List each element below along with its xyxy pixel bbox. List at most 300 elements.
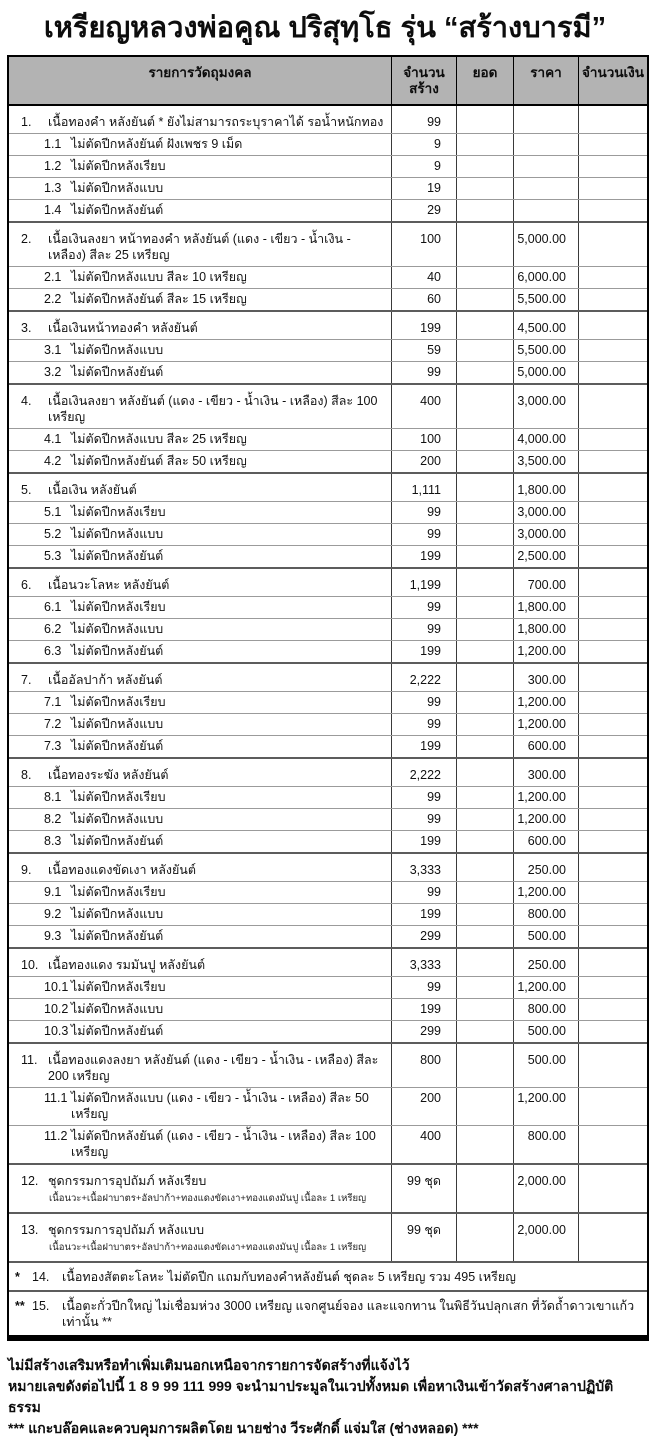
total-cell <box>457 854 514 881</box>
row-number: 7.2 <box>44 717 62 731</box>
row-number: 12. <box>21 1174 39 1188</box>
total-cell <box>457 1044 514 1087</box>
item-label: เนื้อทองแดงลงยา หลังยันต์ (แดง - เขียว - น้ำเงิน - เหลือง) สีละ 200 เหรียญ <box>48 1053 379 1083</box>
table-row <box>9 450 647 472</box>
total-cell <box>457 926 514 947</box>
amount-cell <box>579 429 647 450</box>
row-number: 6. <box>21 578 32 592</box>
amount-cell <box>579 787 647 808</box>
item-label: เนื้ออัลปาก้า หลังยันต์ <box>48 673 163 687</box>
table-row <box>9 925 647 947</box>
amount-cell <box>579 474 647 501</box>
amount-cell <box>579 949 647 976</box>
amount-cell <box>579 451 647 472</box>
item-label: ไม่ตัดปีกหลังแบบ <box>71 812 164 826</box>
item-cell <box>9 524 392 545</box>
item-cell <box>9 787 392 808</box>
item-label: ไม่ตัดปีกหลังแบบ <box>71 622 164 636</box>
row-number: 3.1 <box>44 343 62 357</box>
item-label: เนื้อทองแดงขัดเงา หลังยันต์ <box>48 863 196 877</box>
table-row <box>9 662 647 691</box>
row-number: 6.1 <box>44 600 62 614</box>
table-row <box>9 310 647 339</box>
price-cell: 800.00 <box>514 1126 579 1163</box>
row-number: 8.3 <box>44 834 62 848</box>
item-cell <box>9 474 392 501</box>
row-number: 6.3 <box>44 644 62 658</box>
price-cell: 1,800.00 <box>514 474 579 501</box>
item-label: ไม่ตัดปีกหลังยันต์ ฝังเพชร 9 เม็ด <box>71 137 243 151</box>
row-number: 11. <box>21 1053 38 1067</box>
table-row <box>9 903 647 925</box>
column-header-total: ยอด <box>457 57 514 104</box>
row-number: 2.1 <box>44 270 62 284</box>
quantity-cell: 100 <box>392 429 457 450</box>
price-cell: 1,200.00 <box>514 882 579 903</box>
amount-cell <box>579 692 647 713</box>
item-cell <box>9 736 392 757</box>
total-cell <box>457 692 514 713</box>
item-cell <box>9 714 392 735</box>
total-cell <box>457 809 514 830</box>
amount-cell <box>579 569 647 596</box>
table-row <box>9 596 647 618</box>
item-label: เนื้อนวะโลหะ หลังยันต์ <box>48 578 170 592</box>
item-cell <box>9 1044 392 1087</box>
item-cell <box>9 200 392 221</box>
item-cell <box>9 999 392 1020</box>
quantity-cell: 199 <box>392 641 457 662</box>
row-number: 13. <box>21 1223 39 1237</box>
total-cell <box>457 904 514 925</box>
amount-cell <box>579 597 647 618</box>
item-cell <box>9 362 392 383</box>
item-cell <box>9 1292 647 1335</box>
table-row <box>9 501 647 523</box>
total-cell <box>457 106 514 133</box>
total-cell <box>457 134 514 155</box>
item-label: ไม่ตัดปีกหลังยันต์ สีละ 50 เหรียญ <box>71 454 247 468</box>
total-cell <box>457 429 514 450</box>
row-number: 1.2 <box>44 159 62 173</box>
amount-cell <box>579 882 647 903</box>
amount-cell <box>579 619 647 640</box>
table-row <box>9 221 647 266</box>
item-cell <box>9 809 392 830</box>
amount-cell <box>579 178 647 199</box>
total-cell <box>457 156 514 177</box>
item-label: ไม่ตัดปีกหลังเรียบ <box>71 600 166 614</box>
item-cell <box>9 641 392 662</box>
table-row <box>9 808 647 830</box>
price-cell: 500.00 <box>514 1021 579 1042</box>
item-cell <box>9 597 392 618</box>
item-label: เนื้อเงิน หลังยันต์ <box>48 483 137 497</box>
item-cell <box>9 156 392 177</box>
quantity-cell: 99 <box>392 882 457 903</box>
item-cell <box>9 904 392 925</box>
price-cell <box>514 178 579 199</box>
item-cell <box>9 312 392 339</box>
price-cell: 4,000.00 <box>514 429 579 450</box>
quantity-cell: 60 <box>392 289 457 310</box>
column-header-amount: จำนวนเงิน <box>582 65 644 80</box>
table-row <box>9 567 647 596</box>
quantity-cell: 99 <box>392 597 457 618</box>
row-number: 8.1 <box>44 790 62 804</box>
amount-cell <box>579 134 647 155</box>
row-number: 3. <box>21 321 32 335</box>
total-cell <box>457 999 514 1020</box>
item-cell <box>9 429 392 450</box>
item-label: เนื้อเงินลงยา หน้าทองคำ หลังยันต์ (แดง - เขียว - น้ำเงิน - เหลือง) สีละ 25 เหรียญ <box>48 232 351 262</box>
quantity-cell: 40 <box>392 267 457 288</box>
amount-cell <box>579 977 647 998</box>
quantity-cell: 99 <box>392 714 457 735</box>
quantity-cell: 199 <box>392 904 457 925</box>
row-number: 9.3 <box>44 929 62 943</box>
row-number: 4.1 <box>44 432 62 446</box>
table-row <box>9 1042 647 1087</box>
amount-cell <box>579 200 647 221</box>
item-label: ไม่ตัดปีกหลังแบบ <box>71 181 164 195</box>
item-cell <box>9 267 392 288</box>
row-marker: * <box>15 1270 20 1284</box>
total-cell <box>457 474 514 501</box>
quantity-cell: 299 <box>392 1021 457 1042</box>
price-cell: 5,500.00 <box>514 289 579 310</box>
price-cell: 1,200.00 <box>514 692 579 713</box>
item-label: ไม่ตัดปีกหลังแบบ <box>71 343 164 357</box>
quantity-cell: 99 <box>392 106 457 133</box>
price-cell <box>514 200 579 221</box>
item-cell <box>9 692 392 713</box>
item-label: ไม่ตัดปีกหลังยันต์ สีละ 15 เหรียญ <box>71 292 247 306</box>
footer-note-line: ไม่มีสร้างเสริมหรือทำเพิ่มเติมนอกเหนือจากรายการจัดสร้างที่แจ้งไว้ <box>8 1357 410 1373</box>
quantity-cell: 99 <box>392 787 457 808</box>
quantity-cell: 299 <box>392 926 457 947</box>
total-cell <box>457 362 514 383</box>
row-marker: ** <box>15 1299 25 1313</box>
table-row <box>9 786 647 808</box>
amount-cell <box>579 106 647 133</box>
quantity-cell: 400 <box>392 1126 457 1163</box>
total-cell <box>457 664 514 691</box>
quantity-cell: 2,222 <box>392 664 457 691</box>
total-cell <box>457 977 514 998</box>
price-cell: 3,000.00 <box>514 524 579 545</box>
total-cell <box>457 451 514 472</box>
quantity-cell: 99 <box>392 502 457 523</box>
item-label: เนื้อตะกั่วปีกใหญ่ ไม่เชื่อมห่วง 3000 เหรียญ แจกศูนย์จอง และแจกทาน ในพิธีวันปลุกเสก ที่วัดถ้ำดาวเขาแก้ว เท่านั้น ** <box>62 1299 635 1329</box>
amount-cell <box>579 1126 647 1163</box>
price-cell: 1,200.00 <box>514 787 579 808</box>
price-table <box>7 55 649 1341</box>
row-number: 5.2 <box>44 527 62 541</box>
amount-cell <box>579 714 647 735</box>
amount-cell <box>579 385 647 428</box>
quantity-cell: 199 <box>392 999 457 1020</box>
footer-note-line: หมายเลขดังต่อไปนี้ 1 8 9 99 111 999 จะนำมาประมูลในเวปทั้งหมด เพื่อหาเงินเข้าวัดสร้างศาลาปฏิบัติธรรม <box>8 1378 614 1415</box>
amount-cell <box>579 502 647 523</box>
item-label: ไม่ตัดปีกหลังยันต์ <box>71 203 164 217</box>
price-cell: 1,200.00 <box>514 1088 579 1125</box>
item-label: ไม่ตัดปีกหลังยันต์ <box>71 1024 164 1038</box>
table-row <box>9 1125 647 1163</box>
total-cell <box>457 1126 514 1163</box>
quantity-cell: 3,333 <box>392 854 457 881</box>
item-cell <box>9 546 392 567</box>
item-label: ไม่ตัดปีกหลังยันต์ <box>71 365 164 379</box>
table-row <box>9 976 647 998</box>
amount-cell <box>579 854 647 881</box>
total-cell <box>457 546 514 567</box>
table-row <box>9 545 647 567</box>
item-cell <box>9 619 392 640</box>
item-label: ไม่ตัดปีกหลังเรียบ <box>71 980 166 994</box>
item-cell <box>9 134 392 155</box>
table-row <box>9 757 647 786</box>
total-cell <box>457 1214 514 1261</box>
total-cell <box>457 597 514 618</box>
item-cell <box>9 502 392 523</box>
table-row <box>9 713 647 735</box>
row-number: 9.2 <box>44 907 62 921</box>
price-cell <box>514 134 579 155</box>
item-label: ไม่ตัดปีกหลังแบบ <box>71 527 164 541</box>
table-row <box>9 177 647 199</box>
table-row <box>9 947 647 976</box>
quantity-cell: 199 <box>392 831 457 852</box>
table-row <box>9 735 647 757</box>
total-cell <box>457 619 514 640</box>
price-cell: 1,200.00 <box>514 977 579 998</box>
price-cell: 600.00 <box>514 736 579 757</box>
amount-cell <box>579 1044 647 1087</box>
column-header-quantity: จำนวนสร้าง <box>392 57 457 104</box>
quantity-cell: 3,333 <box>392 949 457 976</box>
item-cell <box>9 178 392 199</box>
price-cell <box>514 156 579 177</box>
item-label: เนื้อทองสัตตะโลหะ ไม่ตัดปีก แถมกับทองคำหลังยันต์ ชุดละ 5 เหรียญ รวม 495 เหรียญ <box>62 1270 516 1284</box>
table-row <box>9 852 647 881</box>
amount-cell <box>579 1088 647 1125</box>
item-label: เนื้อทองระฆัง หลังยันต์ <box>48 768 169 782</box>
total-cell <box>457 178 514 199</box>
amount-cell <box>579 524 647 545</box>
item-label: ไม่ตัดปีกหลังเรียบ <box>71 790 166 804</box>
amount-cell <box>579 267 647 288</box>
table-row <box>9 383 647 428</box>
price-cell: 5,500.00 <box>514 340 579 361</box>
amount-cell <box>579 759 647 786</box>
total-cell <box>457 502 514 523</box>
quantity-cell: 99 <box>392 977 457 998</box>
item-label: ไม่ตัดปีกหลังยันต์ <box>71 549 164 563</box>
row-number: 10.3 <box>44 1024 69 1038</box>
price-cell: 5,000.00 <box>514 362 579 383</box>
quantity-cell: 29 <box>392 200 457 221</box>
price-cell: 300.00 <box>514 664 579 691</box>
item-cell <box>9 1088 392 1125</box>
item-label: ไม่ตัดปีกหลังแบบ สีละ 10 เหรียญ <box>71 270 247 284</box>
item-label: ไม่ตัดปีกหลังยันต์ <box>71 739 164 753</box>
price-cell: 500.00 <box>514 926 579 947</box>
amount-cell <box>579 1165 647 1212</box>
total-cell <box>457 714 514 735</box>
total-cell <box>457 312 514 339</box>
item-cell <box>9 759 392 786</box>
total-cell <box>457 569 514 596</box>
price-cell: 300.00 <box>514 759 579 786</box>
item-label: เนื้อทองแดง รมมันปู หลังยันต์ <box>48 958 206 972</box>
row-number: 5. <box>21 483 32 497</box>
item-cell <box>9 451 392 472</box>
item-cell <box>9 223 392 266</box>
total-cell <box>457 385 514 428</box>
quantity-cell: 99 ชุด <box>392 1214 457 1261</box>
table-row <box>9 640 647 662</box>
item-cell <box>9 1214 392 1261</box>
table-row <box>9 1087 647 1125</box>
price-cell: 250.00 <box>514 949 579 976</box>
quantity-cell: 2,222 <box>392 759 457 786</box>
quantity-cell: 9 <box>392 156 457 177</box>
total-cell <box>457 882 514 903</box>
table-row <box>9 1261 647 1290</box>
amount-cell <box>579 312 647 339</box>
amount-cell <box>579 289 647 310</box>
price-cell: 3,000.00 <box>514 502 579 523</box>
price-cell: 1,200.00 <box>514 641 579 662</box>
item-cell <box>9 831 392 852</box>
item-cell <box>9 1263 647 1290</box>
row-number: 5.1 <box>44 505 62 519</box>
table-row <box>9 691 647 713</box>
row-number: 3.2 <box>44 365 62 379</box>
row-number: 15. <box>32 1299 50 1313</box>
item-label: ไม่ตัดปีกหลังยันต์ <box>71 644 164 658</box>
item-cell <box>9 569 392 596</box>
table-row <box>9 1212 647 1261</box>
item-label: ไม่ตัดปีกหลังยันต์ <box>71 834 164 848</box>
total-cell <box>457 340 514 361</box>
quantity-cell: 99 <box>392 692 457 713</box>
item-cell <box>9 854 392 881</box>
item-cell <box>9 1126 392 1163</box>
quantity-cell: 200 <box>392 1088 457 1125</box>
quantity-cell: 1,111 <box>392 474 457 501</box>
amount-cell <box>579 1214 647 1261</box>
total-cell <box>457 267 514 288</box>
total-cell <box>457 831 514 852</box>
quantity-cell: 1,199 <box>392 569 457 596</box>
total-cell <box>457 736 514 757</box>
item-label: ไม่ตัดปีกหลังแบบ <box>71 907 164 921</box>
item-cell <box>9 949 392 976</box>
item-label: ไม่ตัดปีกหลังเรียบ <box>71 695 166 709</box>
table-row <box>9 428 647 450</box>
item-label: ชุดกรรมการอุปถัมภ์ หลังเรียบ <box>48 1174 207 1188</box>
row-number: 9.1 <box>44 885 62 899</box>
footer-note-line: *** แกะบล๊อคและควบคุมการผลิตโดย นายช่าง วีระศักดิ์ แจ่มใส (ช่างหลอด) *** <box>8 1420 479 1436</box>
item-cell <box>9 977 392 998</box>
row-number: 10.1 <box>44 980 69 994</box>
price-cell: 500.00 <box>514 1044 579 1087</box>
column-header-price: ราคา <box>514 57 579 104</box>
quantity-cell: 19 <box>392 178 457 199</box>
item-cell <box>9 106 392 133</box>
row-number: 7. <box>21 673 32 687</box>
price-cell: 800.00 <box>514 904 579 925</box>
table-row <box>9 339 647 361</box>
price-cell <box>514 106 579 133</box>
amount-cell <box>579 809 647 830</box>
price-cell: 5,000.00 <box>514 223 579 266</box>
item-label: ชุดกรรมการอุปถัมภ์ หลังแบบ <box>48 1223 205 1237</box>
total-cell <box>457 759 514 786</box>
row-number: 8. <box>21 768 32 782</box>
row-number: 4.2 <box>44 454 62 468</box>
price-cell: 3,500.00 <box>514 451 579 472</box>
total-cell <box>457 949 514 976</box>
item-label: เนื้อเงินหน้าทองคำ หลังยันต์ <box>48 321 198 335</box>
table-row <box>9 1290 647 1335</box>
row-number: 7.3 <box>44 739 62 753</box>
row-number: 10.2 <box>44 1002 69 1016</box>
item-label: ไม่ตัดปีกหลังเรียบ <box>71 505 166 519</box>
quantity-cell: 59 <box>392 340 457 361</box>
quantity-cell: 199 <box>392 546 457 567</box>
quantity-cell: 99 <box>392 524 457 545</box>
table-row <box>9 830 647 852</box>
table-row <box>9 106 647 133</box>
amount-cell <box>579 664 647 691</box>
table-row <box>9 288 647 310</box>
item-label: ไม่ตัดปีกหลังยันต์ <box>71 929 164 943</box>
footer-notes <box>8 1355 644 1439</box>
item-label: ไม่ตัดปีกหลังแบบ (แดง - เขียว - น้ำเงิน - เหลือง) สีละ 50 เหรียญ <box>71 1091 369 1121</box>
column-header-item: รายการวัดถุมงคล <box>9 57 392 104</box>
page-title: เหรียญหลวงพ่อคูณ ปริสุทฺโธ รุ่น “สร้างบารมี” <box>43 12 607 44</box>
total-cell <box>457 787 514 808</box>
total-cell <box>457 223 514 266</box>
table-row <box>9 1163 647 1212</box>
amount-cell <box>579 904 647 925</box>
price-cell: 2,000.00 <box>514 1214 579 1261</box>
item-cell <box>9 289 392 310</box>
quantity-cell: 199 <box>392 312 457 339</box>
row-number: 14. <box>32 1270 50 1284</box>
amount-cell <box>579 926 647 947</box>
price-cell: 250.00 <box>514 854 579 881</box>
price-cell: 600.00 <box>514 831 579 852</box>
row-number: 4. <box>21 394 32 408</box>
item-label: เนื้อทองคำ หลังยันต์ * ยังไม่สามารถระบุราคาได้ รอน้ำหนักทอง <box>48 115 384 129</box>
price-cell: 1,800.00 <box>514 619 579 640</box>
item-cell <box>9 926 392 947</box>
table-body <box>9 106 647 1335</box>
item-cell <box>9 1021 392 1042</box>
table-row <box>9 523 647 545</box>
row-number: 1.3 <box>44 181 62 195</box>
item-label: เนื้อเงินลงยา หลังยันต์ (แดง - เขียว - น้ำเงิน - เหลือง) สีละ 100 เหรียญ <box>48 394 378 424</box>
amount-cell <box>579 1021 647 1042</box>
quantity-cell: 200 <box>392 451 457 472</box>
row-number: 1.4 <box>44 203 62 217</box>
quantity-cell: 199 <box>392 736 457 757</box>
item-label: ไม่ตัดปีกหลังยันต์ (แดง - เขียว - น้ำเงิน - เหลือง) สีละ 100 เหรียญ <box>71 1129 376 1159</box>
